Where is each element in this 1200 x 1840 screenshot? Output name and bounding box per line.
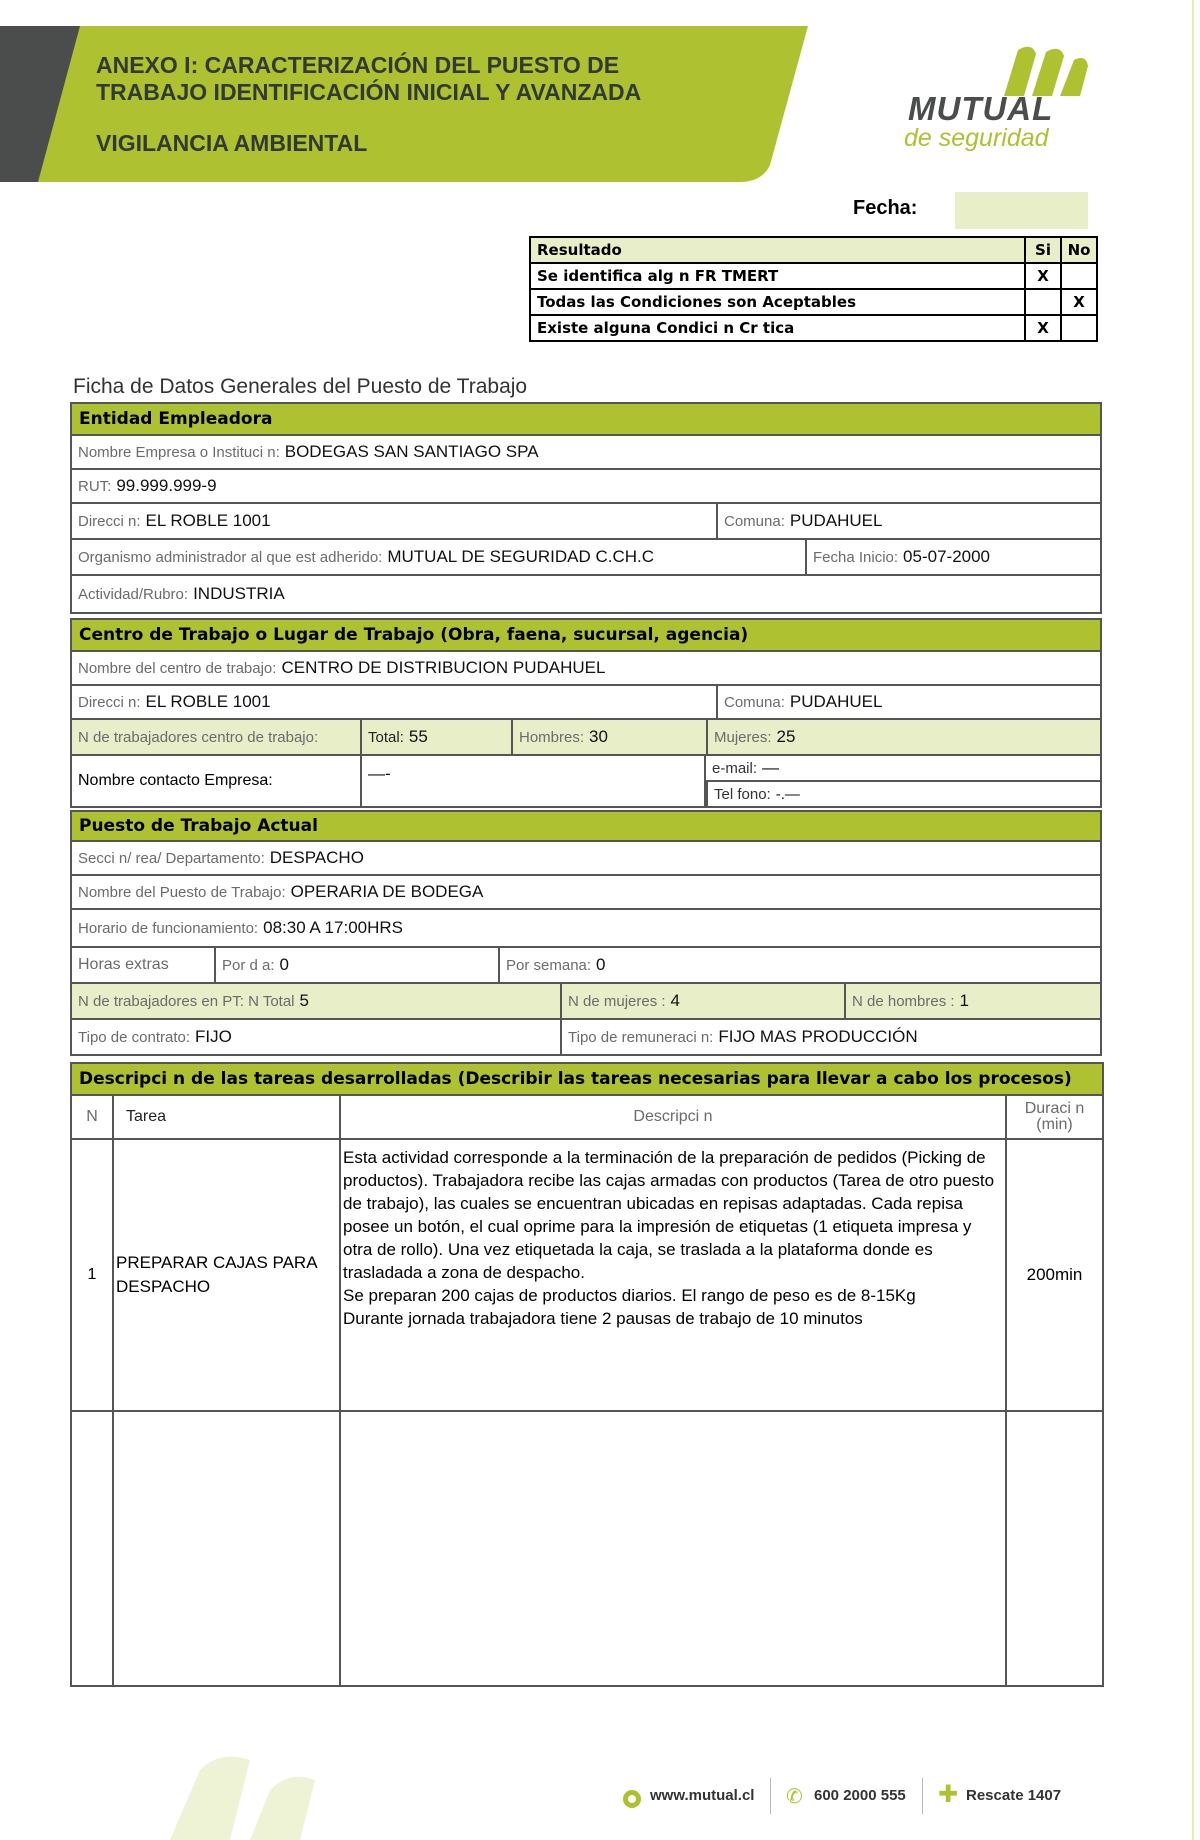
logo-text-mutual: MUTUAL [908, 90, 1054, 127]
pt-mujeres-cell[interactable] [560, 984, 844, 1018]
puesto-section [70, 810, 1102, 1056]
centro-nombre-label: Nombre del centro de trabajo: [78, 659, 277, 677]
page-edge-line [1192, 0, 1194, 1840]
trabajadores-label: N de trabajadores centro de trabajo: [78, 728, 319, 746]
footer-rescate[interactable]: Rescate 1407 [966, 1787, 1062, 1804]
email-label: e-mail: [712, 759, 758, 777]
footer-separator [770, 1778, 771, 1814]
contacto-label-cell [72, 756, 360, 806]
email-value: — [762, 758, 780, 777]
horas-extras-row [72, 948, 1100, 984]
centro-direccion-label: Direcci n: [78, 693, 141, 711]
seccion-value: DESPACHO [269, 848, 364, 867]
centro-direccion-row [72, 686, 1100, 720]
tarea-name[interactable] [113, 1411, 340, 1685]
hombres-cell[interactable] [511, 720, 706, 754]
tareas-section [70, 1062, 1104, 1687]
por-semana-cell[interactable] [498, 948, 1100, 982]
empresa-label: Nombre Empresa o Instituci n: [78, 443, 280, 461]
centro-section [70, 618, 1102, 808]
pt-hombres-value: 1 [959, 991, 970, 1010]
pt-hombres-label: N de hombres : [852, 992, 955, 1010]
phone-icon: ✆ [786, 1786, 803, 1808]
centro-heading: Centro de Trabajo o Lugar de Trabajo (Obra, faena, sucursal, agencia) [72, 620, 1100, 652]
resultado-row [530, 289, 1097, 315]
puesto-nombre-cell[interactable] [72, 876, 1100, 908]
si-checkbox[interactable]: X [1025, 315, 1061, 341]
contacto-cell[interactable] [360, 756, 704, 806]
fecha-inicio-label: Fecha Inicio: [813, 548, 899, 566]
organismo-value: MUTUAL DE SEGURIDAD C.CH.C [387, 547, 655, 566]
direccion-label: Direcci n: [78, 512, 141, 530]
document-title: ANEXO I: CARACTERIZACIÓN DEL PUESTO DE TRABAJO IDENTIFICACIÓN INICIAL Y AVANZADA [96, 52, 642, 105]
centro-direccion-cell[interactable] [72, 686, 716, 718]
hombres-label: Hombres: [519, 728, 585, 746]
remuneracion-label: Tipo de remuneraci n: [568, 1028, 714, 1046]
rut-row [72, 470, 1100, 504]
fecha-inicio-cell[interactable] [805, 540, 1100, 574]
tarea-descripcion[interactable] [340, 1411, 1006, 1685]
organismo-cell[interactable] [72, 540, 805, 574]
col-n-header: N [72, 1096, 113, 1139]
no-checkbox[interactable] [1061, 315, 1097, 341]
col-duracion-header: Duraci n (min) [1006, 1096, 1102, 1139]
contacto-value: —- [368, 764, 391, 783]
resultado-header: Resultado [530, 237, 1025, 263]
entidad-section [70, 402, 1102, 614]
mujeres-value: 25 [776, 727, 796, 746]
tarea-duracion[interactable] [1006, 1411, 1102, 1685]
centro-nombre-row [72, 652, 1100, 686]
si-header: Si [1025, 237, 1061, 263]
organismo-row [72, 540, 1100, 576]
total-cell[interactable] [360, 720, 511, 754]
contrato-value: FIJO [195, 1027, 232, 1046]
por-dia-cell[interactable] [214, 948, 498, 982]
centro-comuna-label: Comuna: [724, 693, 785, 711]
centro-nombre-value: CENTRO DE DISTRIBUCION PUDAHUEL [281, 658, 606, 677]
horas-extras-label: Horas extras [78, 956, 169, 973]
tareas-table [72, 1096, 1102, 1685]
pt-mujeres-value: 4 [670, 991, 681, 1010]
fecha-inicio-value: 05-07-2000 [903, 547, 991, 566]
horario-value: 08:30 A 17:00HRS [263, 918, 403, 937]
centro-comuna-cell[interactable] [716, 686, 1100, 718]
telefono-label: Tel fono: [714, 785, 771, 803]
centro-nombre-cell[interactable] [72, 652, 1100, 684]
fecha-field[interactable] [955, 192, 1088, 229]
no-checkbox[interactable]: X [1061, 289, 1097, 315]
direccion-row [72, 504, 1100, 540]
contacto-row [72, 756, 1100, 806]
por-semana-label: Por semana: [506, 956, 592, 974]
tareas-header-row [72, 1096, 1102, 1139]
rut-cell[interactable] [72, 470, 1100, 502]
centro-comuna-value: PUDAHUEL [789, 692, 883, 711]
footer-web[interactable]: www.mutual.cl [650, 1787, 755, 1804]
table-row [72, 1139, 1102, 1411]
col-descripcion-header: Descripci n [340, 1096, 1006, 1139]
tareas-heading: Descripci n de las tareas desarrolladas (Describir las tareas necesarias para llevar a cabo los procesos) [72, 1064, 1102, 1096]
total-label: Total: [368, 728, 404, 746]
mutual-logo [900, 40, 1110, 160]
rescate-cross-icon: ✚ [938, 1781, 959, 1808]
comuna-label: Comuna: [724, 512, 785, 530]
trabajadores-label-cell [72, 720, 360, 754]
footer-separator [922, 1778, 923, 1814]
por-semana-value: 0 [596, 955, 606, 974]
trab-pt-label: N de trabajadores en PT: N Total [78, 992, 295, 1010]
pt-hombres-cell[interactable] [844, 984, 1100, 1018]
actividad-value: INDUSTRIA [193, 584, 285, 603]
trab-pt-row [72, 984, 1100, 1020]
no-header: No [1061, 237, 1097, 263]
empresa-cell[interactable] [72, 436, 1100, 468]
footer-phone[interactable]: 600 2000 555 [814, 1787, 906, 1804]
pt-mujeres-label: N de mujeres : [568, 992, 666, 1010]
tarea-descripcion[interactable]: Esta actividad corresponde a la terminación de la preparación de pedidos (Picking de productos). Trabajadora recibe las cajas armadas con productos (Tarea de otro puesto de trabajo), las cuales se encuentran ubicadas en repisas adaptadas. Cada repisa posee un botón, el cual oprime para la impresión de etiquetas (1 etiqueta impresa y otra de rollo). Una vez etiquetada la caja, se traslada a la plataforma donde es trasladada a zona de despacho. Se preparan 200 cajas de productos diarios. El rango de peso es de 8-15Kg Durante jornada trabajadora tiene 2 pausas de trabajo de 10 minutos [340, 1139, 1006, 1411]
resultado-table [529, 236, 1098, 342]
fecha-label: Fecha: [853, 197, 918, 219]
comuna-cell[interactable] [716, 504, 1100, 538]
contacto-label: Nombre contacto Empresa: [78, 772, 273, 789]
comuna-value: PUDAHUEL [789, 511, 883, 530]
entidad-heading: Entidad Empleadora [72, 404, 1100, 436]
por-dia-label: Por d a: [222, 956, 275, 974]
direccion-cell[interactable] [72, 504, 716, 538]
puesto-nombre-label: Nombre del Puesto de Trabajo: [78, 883, 286, 901]
resultado-row-label: Se identifica alg n FR TMERT [530, 263, 1025, 289]
mujeres-label: Mujeres: [714, 728, 772, 746]
web-icon [622, 1789, 642, 1809]
centro-direccion-value: EL ROBLE 1001 [145, 692, 271, 711]
seccion-label: Secci n/ rea/ Departamento: [78, 849, 265, 867]
resultado-row-label: Todas las Condiciones son Aceptables [530, 289, 1025, 315]
horas-extras-cell [72, 948, 214, 982]
email-cell[interactable] [706, 756, 1100, 782]
remuneracion-value: FIJO MAS PRODUCCIÓN [718, 1027, 918, 1046]
contrato-label: Tipo de contrato: [78, 1028, 191, 1046]
actividad-row [72, 576, 1100, 612]
col-tarea-header: Tarea [113, 1096, 340, 1139]
rut-value: 99.999.999-9 [116, 476, 217, 495]
rut-label: RUT: [78, 477, 112, 495]
horario-cell[interactable] [72, 910, 1100, 946]
si-checkbox[interactable] [1025, 289, 1061, 315]
watermark-logo-icon [140, 1750, 400, 1840]
empresa-value: BODEGAS SAN SANTIAGO SPA [284, 442, 539, 461]
por-dia-value: 0 [279, 955, 289, 974]
no-checkbox[interactable] [1061, 263, 1097, 289]
horario-label: Horario de funcionamiento: [78, 919, 259, 937]
contrato-row [72, 1020, 1100, 1054]
logo-text-seguridad: de seguridad [904, 124, 1049, 152]
telefono-value: -.— [775, 785, 800, 803]
contacto-details [704, 756, 1100, 806]
document-subtitle: VIGILANCIA AMBIENTAL [96, 130, 368, 156]
tarea-duracion[interactable]: 200min [1006, 1139, 1102, 1411]
organismo-label: Organismo administrador al que est adherido: [78, 548, 383, 566]
seccion-cell[interactable] [72, 842, 1100, 874]
total-value: 55 [408, 727, 428, 746]
contrato-cell[interactable] [72, 1020, 560, 1054]
actividad-cell[interactable] [72, 576, 1100, 612]
telefono-cell[interactable] [706, 782, 1100, 806]
puesto-heading: Puesto de Trabajo Actual [72, 812, 1100, 842]
table-row [72, 1411, 1102, 1685]
actividad-label: Actividad/Rubro: [78, 585, 189, 603]
resultado-row [530, 315, 1097, 341]
puesto-nombre-value: OPERARIA DE BODEGA [290, 882, 484, 901]
hombres-value: 30 [589, 727, 608, 746]
puesto-nombre-row [72, 876, 1100, 910]
trabajadores-row [72, 720, 1100, 756]
tarea-n: 1 [72, 1139, 113, 1411]
resultado-row-label: Existe alguna Condici n Cr tica [530, 315, 1025, 341]
ficha-title: Ficha de Datos Generales del Puesto de Trabajo [73, 375, 528, 398]
direccion-value: EL ROBLE 1001 [145, 511, 271, 530]
mujeres-cell[interactable] [706, 720, 1100, 754]
trab-pt-value: 5 [299, 991, 309, 1010]
si-checkbox[interactable]: X [1025, 263, 1061, 289]
resultado-header-row [530, 237, 1097, 263]
tarea-n [72, 1411, 113, 1685]
seccion-row [72, 842, 1100, 876]
tarea-name[interactable]: PREPARAR CAJAS PARA DESPACHO [113, 1139, 340, 1411]
resultado-row [530, 263, 1097, 289]
remuneracion-cell[interactable] [560, 1020, 1100, 1054]
trab-pt-cell[interactable] [72, 984, 560, 1018]
empresa-row [72, 436, 1100, 470]
horario-row [72, 910, 1100, 948]
